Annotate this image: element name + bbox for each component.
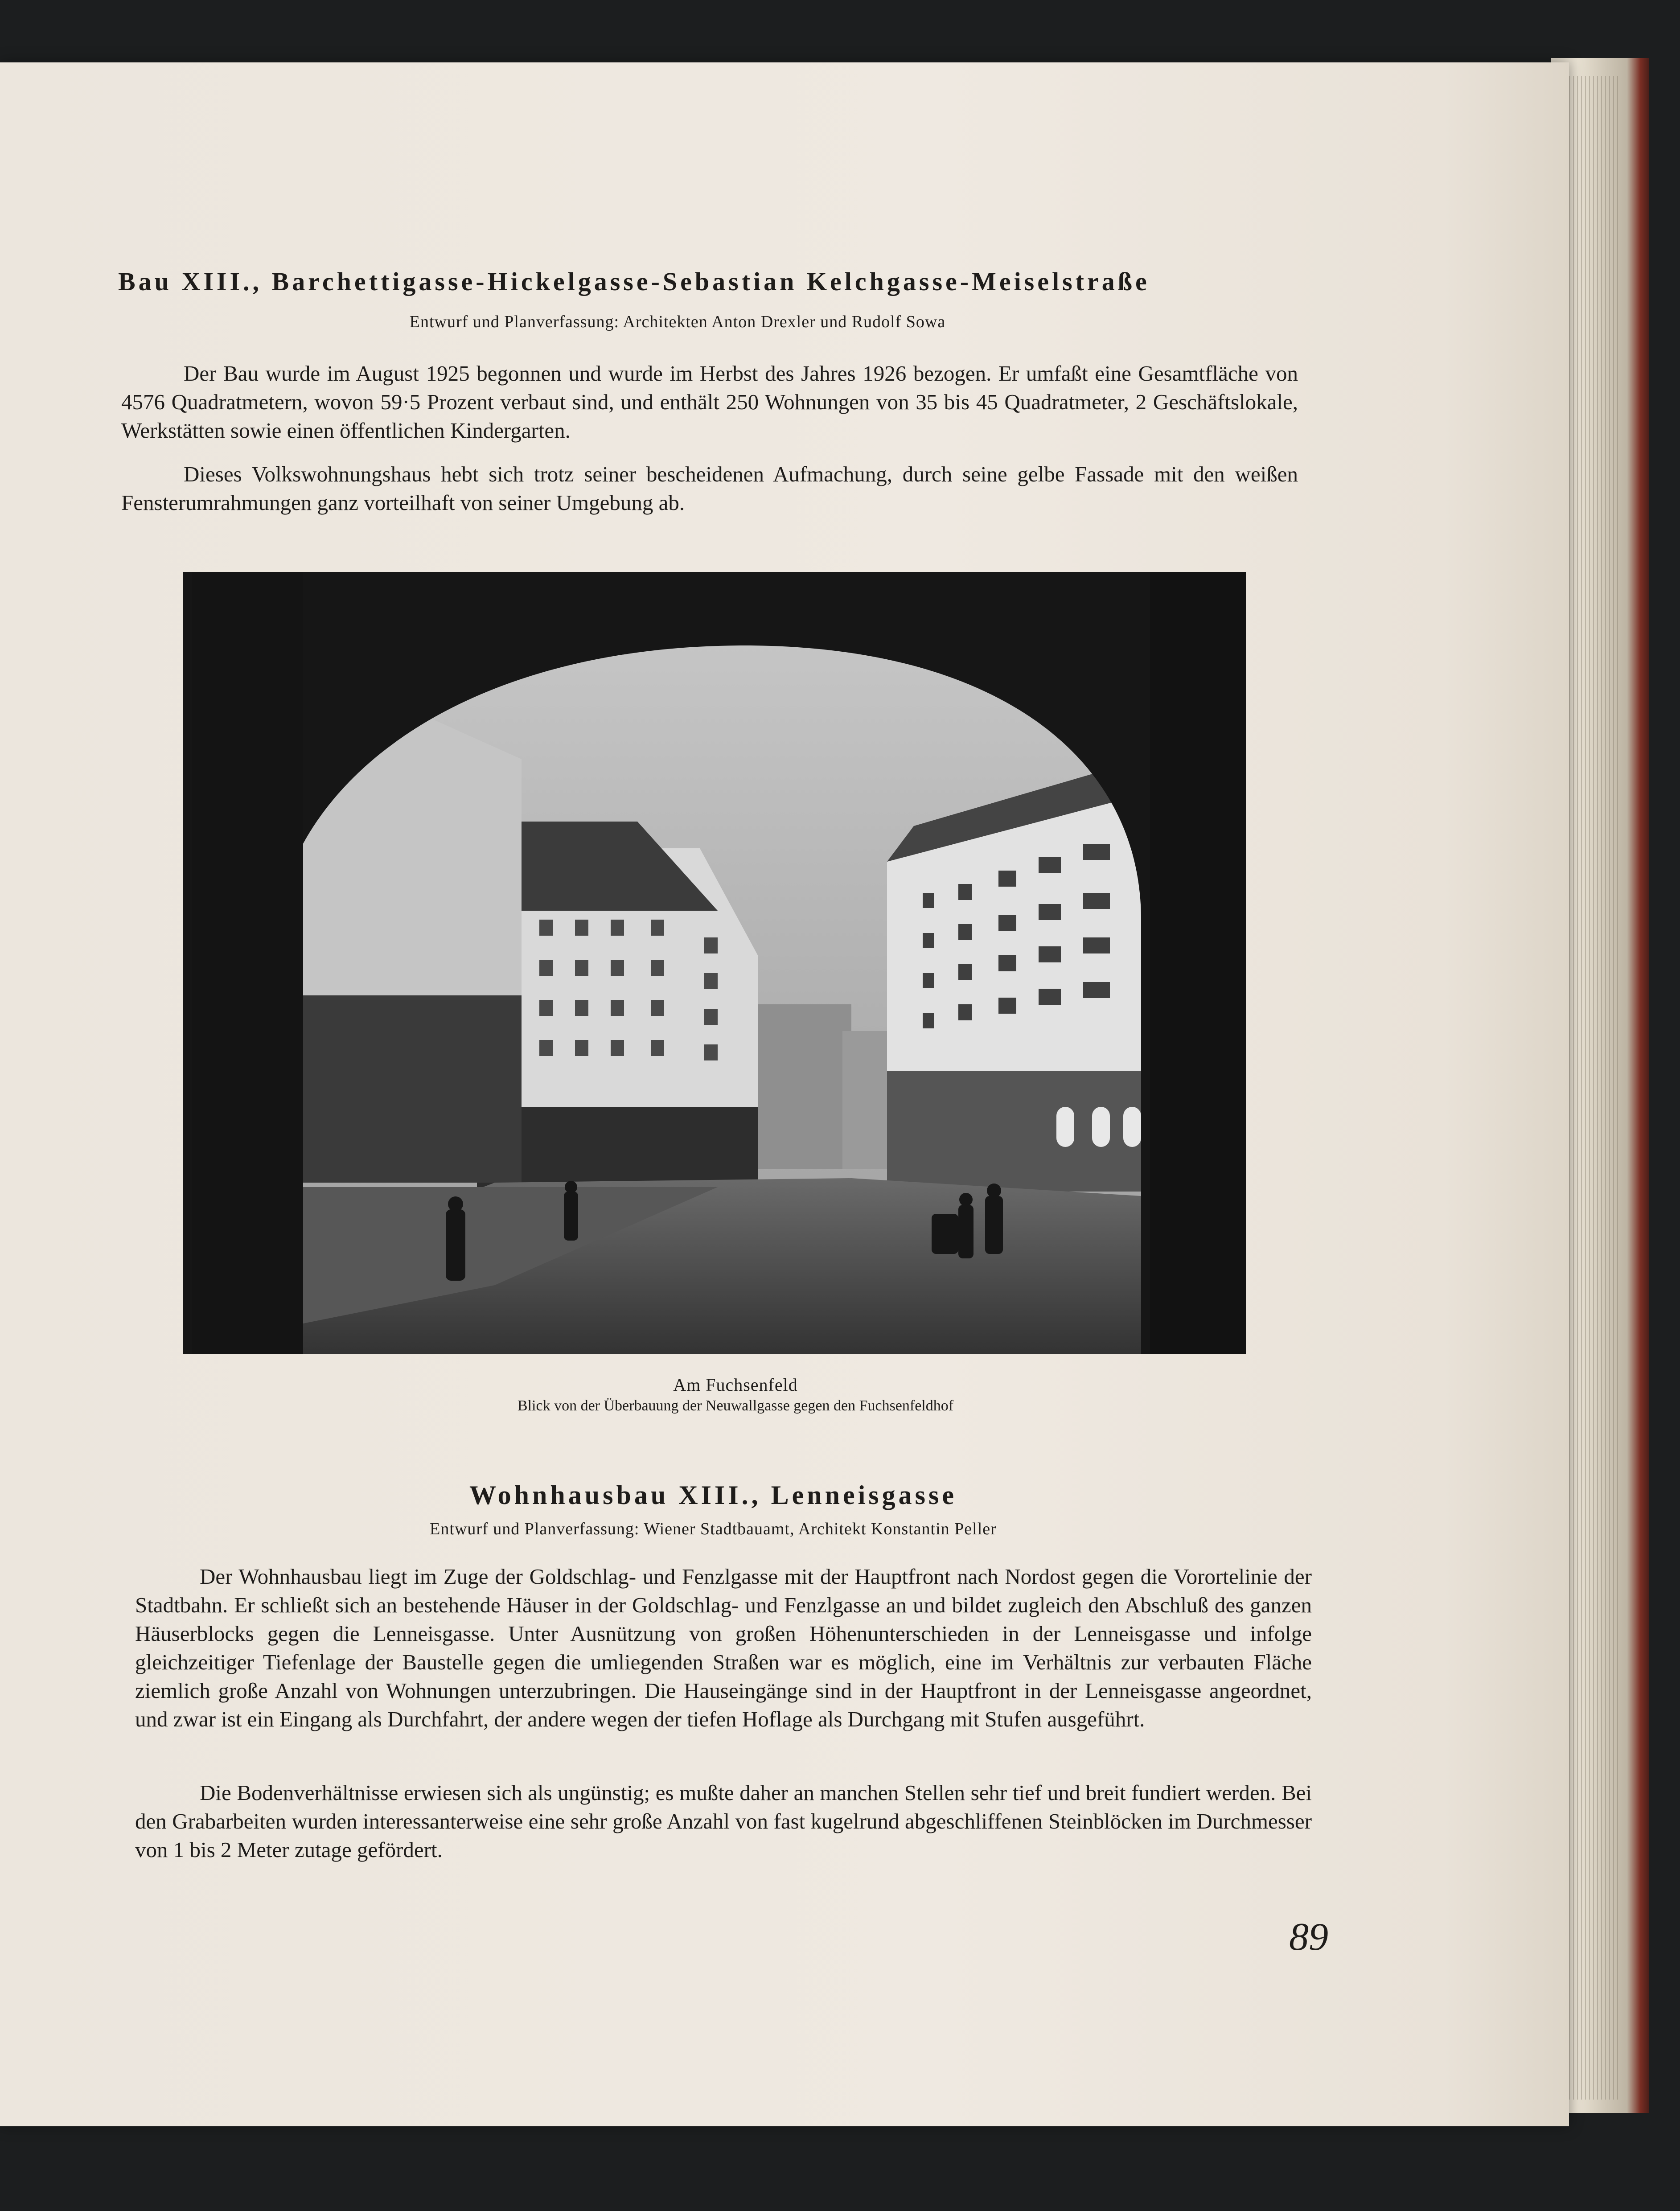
- section-2-paragraph-1: Der Wohnhausbau liegt im Zuge der Goldschlag- und Fenzlgasse mit der Hauptfront nach Nordost gegen die Vorortelinie der Stadtbahn. Er schließt sich an bestehende Häuser in der Goldschlag- und Fenzlgasse an und bildet zugleich den Abschluß des ganzen Häuserblocks gegen die Lenneisgasse. Unter Ausnützung von großen Höhenunterschieden in der Lenneisgasse und infolge gleichzeitiger Tiefenlage der Baustelle gegen die umliegenden Straßen war es möglich, eine im Verhältnis zur verbauten Fläche ziemlich große Anzahl von Wohnungen unterzubringen. Die Hauseingänge sind in der Hauptfront in der Lenneisgasse angeordnet, und zwar ist ein Eingang als Durchfahrt, der andere wegen der tiefen Hoflage als Durchgang mit Stufen ausgeführt.: [135, 1564, 1312, 1731]
- section-1-credit: Entwurf und Planverfassung: Architekten Anton Drexler und Rudolf Sowa: [409, 312, 946, 331]
- page-number: 89: [1289, 1915, 1328, 1959]
- figure-caption-subtitle: Blick von der Überbauung der Neuwallgasse gegen den Fuchsenfeldhof: [517, 1397, 954, 1414]
- photograph-am-fuchsenfeld: [183, 572, 1246, 1354]
- section-1-paragraph-2: Dieses Volkswohnungshaus hebt sich trotz seiner bescheidenen Aufmachung, durch seine gelbe Fassade mit den weißen Fensterumrahmungen ganz vorteilhaft von seiner Umgebung ab.: [121, 462, 1298, 515]
- section-2-paragraph-2: Die Bodenverhältnisse erwiesen sich als ungünstig; es mußte daher an manchen Stellen sehr tief und breit fundiert werden. Bei den Grabarbeiten wurden interessanterweise eine sehr große Anzahl von fast kugelrund abgeschliffenen Steinblöcken im Durchmesser von 1 bis 2 Meter zutage gefördert.: [135, 1780, 1312, 1862]
- section-1-paragraph-1: Der Bau wurde im August 1925 begonnen und wurde im Herbst des Jahres 1926 bezogen. Er umfaßt eine Gesamtfläche von 4576 Quadratmetern, wovon 59·5 Prozent verbaut sind, und enthält 250 Wohnungen von 35 bis 45 Quadratmeter, 2 Geschäftslokale, Werkstätten sowie einen öffentlichen Kindergarten.: [121, 361, 1298, 443]
- section-2-heading: Wohnhausbau XIII., Lenneisgasse: [469, 1480, 957, 1510]
- book-page-edge-lines: [1569, 76, 1618, 2100]
- section-2-credit: Entwurf und Planverfassung: Wiener Stadtbauamt, Architekt Konstantin Peller: [430, 1520, 997, 1538]
- figure-caption-title: Am Fuchsenfeld: [673, 1375, 798, 1395]
- section-1-heading: Bau XIII., Barchettigasse-Hickelgasse-Sebastian Kelchgasse-Meiselstraße: [118, 267, 1150, 296]
